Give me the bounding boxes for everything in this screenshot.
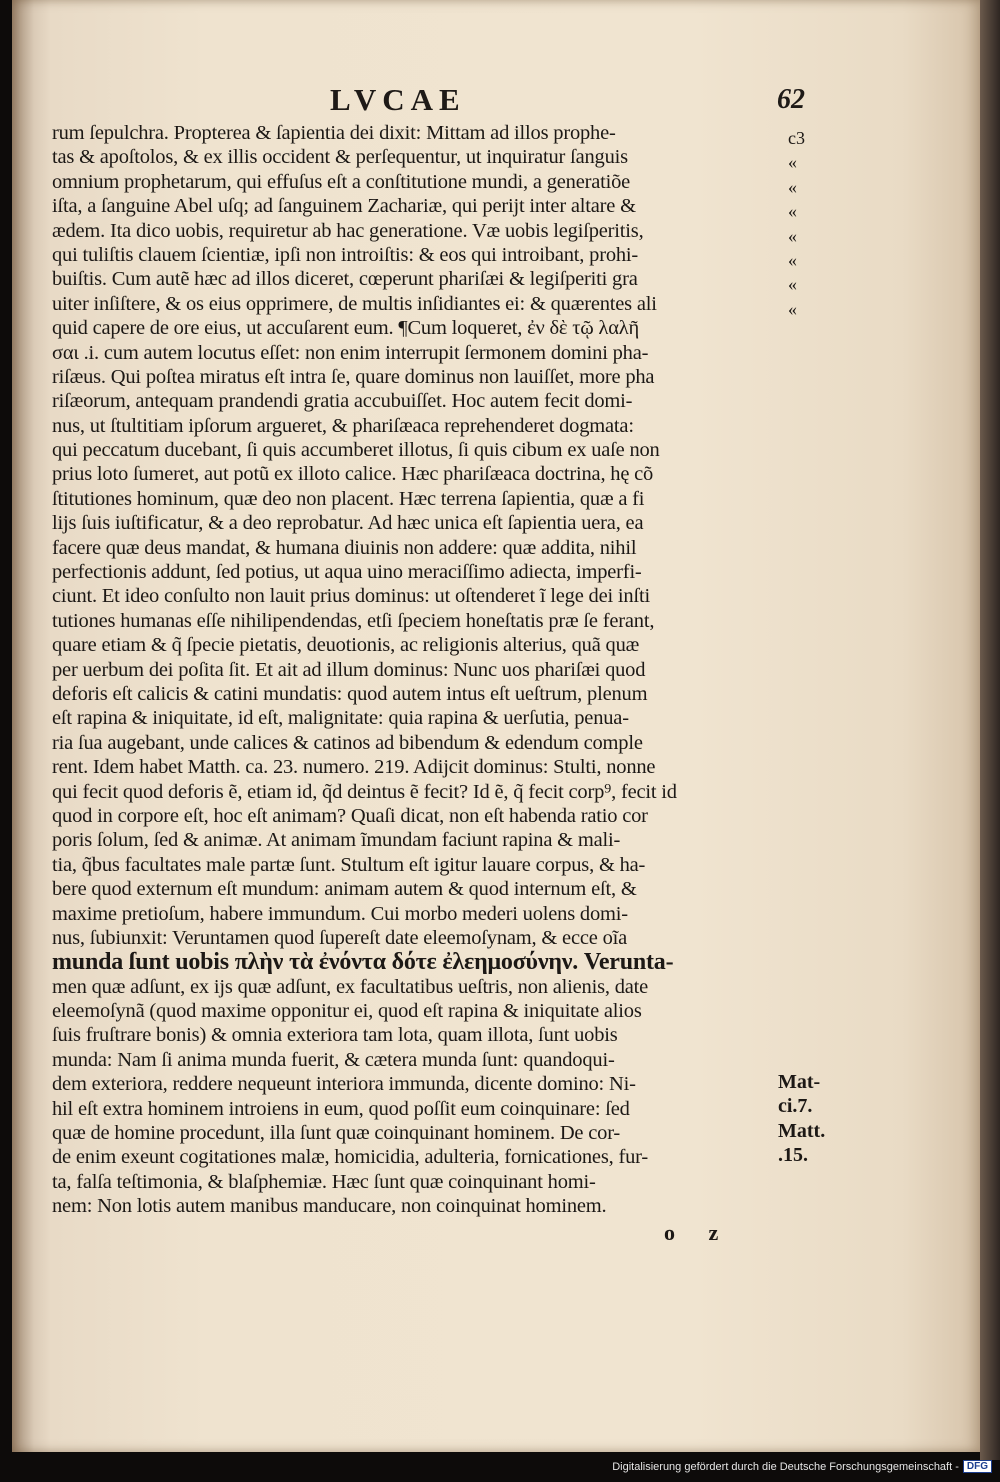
text-line: rum ſepulchra. Propterea & ſapientia dei dixit: Mittam ad illos prophe- (52, 122, 616, 144)
margin-quote-mark: « (788, 152, 797, 173)
text-line: maxime pretioſum, habere immundum. Cui morbo mederi uolens domi- (52, 902, 628, 925)
margin-quote-mark: « (788, 176, 797, 197)
page-number: 62 (777, 84, 805, 115)
text-line: lijs ſuis iuſtificatur, & a deo reprobatur. Ad hæc unica eſt ſapientia uera, ea (52, 512, 644, 535)
text-line: quod in corpore eſt, hoc eſt animam? Quaſi dicat, non eſt habenda ratio cor (52, 804, 648, 827)
text-line: nem: Non lotis autem manibus manducare, non coinquinat hominem. (52, 1195, 607, 1218)
text-line: qui fecit quod deforis ẽ, etiam id, q̃d deintus ẽ fecit? Id ẽ, q̃ fecit corp⁹, fecit id (52, 780, 677, 803)
text-line: qui tuliſtis clauem ſcientiæ, ipſi non introiſtis: & eos qui introibant, prohi- (52, 243, 639, 266)
running-head: LVCAE (330, 82, 466, 117)
text-line: deforis eſt calicis & catini mundatis: quod autem intus eſt ueſtrum, plenum (52, 682, 648, 705)
margin-quote-mark: « (788, 249, 797, 270)
text-line: tia, q̃bus facultates male partæ ſunt. Stultum eſt igitur lauare corpus, & ha- (52, 853, 646, 876)
text-line: quare etiam & q̃ ſpecie pietatis, deuotionis, ac religionis alterius, quã quæ (52, 634, 640, 657)
text-line: de enim exeunt cogitationes malæ, homicidia, adulteria, fornicationes, fur- (52, 1146, 648, 1169)
text-line: omnium prophetarum, qui effuſus eſt a conſtitutione mundi, a generatiõe (52, 170, 631, 193)
margin-quote-mark: « (788, 225, 797, 246)
body-text (52, 121, 782, 1219)
marginal-reference: ci.7. (778, 1095, 813, 1118)
text-line: rent. Idem habet Matth. ca. 23. numero. 219. Adijcit dominus: Stulti, nonne (52, 756, 656, 779)
text-line: per uerbum dei poſita ſit. Et ait ad illum dominus: Nunc uos phariſæi quod (52, 658, 646, 681)
margin-quote-mark: « (788, 298, 797, 319)
margin-quote-mark: « (788, 201, 797, 222)
text-line: riſæorum, antequam prandendi gratia accubuiſſet. Hoc autem fecit domi- (52, 390, 633, 413)
text-line-emphasis: munda ſunt uobis πλὴν τὰ ἐνόντα δότε ἐλεημοσύνην. Verunta- (52, 950, 674, 975)
text-line: σαι .i. cum autem locutus eſſet: non enim interrupit ſermonem domini pha- (52, 341, 649, 364)
book-page (12, 0, 980, 1452)
footer-credit (612, 1460, 992, 1473)
text-line: quæ de homine procedunt, illa ſunt quæ coinquinant hominem. De cor- (52, 1122, 621, 1145)
text-line: men quæ adſunt, ex ijs quæ adſunt, ex facultatibus ueſtris, non alienis, date (52, 975, 649, 998)
text-line: quid capere de ore eius, ut accuſarent eum. ¶Cum loqueret, ἐν δὲ τῷ λαλῆ (52, 317, 640, 340)
text-line: dem exteriora, reddere nequeunt interiora immunda, dicente domino: Ni- (52, 1073, 636, 1096)
text-line: ria ſua augebant, unde calices & catinos ad bibendum & edendum comple (52, 731, 643, 754)
text-line: prius loto ſumeret, aut potũ ex illoto calice. Hæc phariſæaca doctrina, hę cõ (52, 463, 654, 486)
margin-quote-mark: « (788, 274, 797, 295)
text-line: ædem. Ita dico uobis, requiretur ab hac generatione. Væ uobis legiſperitis, (52, 219, 644, 242)
text-line: buiſtis. Cum autẽ hæc ad illos diceret, cœperunt phariſæi & legiſperiti gra (52, 268, 638, 291)
text-line: eleemoſynã (quod maxime opponitur ei, quod eſt rapina & iniquitate alios (52, 1000, 642, 1023)
text-line: tutiones humanas eſſe nihilipendendas, etſi ſpeciem honeſtatis præ ſe ferant, (52, 609, 655, 632)
text-line: ta, falſa teſtimonia, & blaſphemiæ. Hæc ſunt quæ coinquinant homi- (52, 1170, 596, 1193)
text-line: tas & apoſtolos, & ex illis occident & perſequentur, ut inquiratur ſanguis (52, 146, 628, 169)
page-edge-shadow (980, 0, 1000, 1460)
text-line: nus, ut ſtultitiam ipſorum argueret, & phariſæaca reprehenderet dogmata: (52, 414, 634, 437)
text-line: iſta, a ſanguine Abel uſq; ad ſanguinem Zachariæ, qui perijt inter altare & (52, 195, 636, 218)
text-line: ſuis fruſtrare bonis) & omnia exteriora tam lota, quam illota, ſunt uobis (52, 1024, 618, 1047)
signature-mark: o z (664, 1220, 733, 1245)
marginal-references (778, 1070, 825, 1168)
text-line: perfectionis addunt, ſed potius, ut aqua uino meraciſſimo adiecta, imperfi- (52, 561, 642, 584)
marginal-reference: Matt. (778, 1119, 826, 1142)
text-line: nus, ſubiunxit: Veruntamen quod ſupereſt date eleemoſynam, & ecce oĩa (52, 926, 628, 949)
text-line: facere quæ deus mandat, & humana diuinis non addere: quæ addita, nihil (52, 536, 637, 559)
text-line: hil eſt extra hominem introiens in eum, quod poſſit eum coinquinare: ſed (52, 1097, 630, 1120)
text-line: eſt rapina & iniquitate, id eſt, malignitate: quia rapina & uerſutia, penua- (52, 707, 629, 730)
text-line: ciunt. Et ideo conſulto non lauit prius dominus: ut oſtenderet ĩ lege dei inſti (52, 585, 650, 608)
text-line: ſtitutiones hominum, quæ deo non placent. Hæc terrena ſapientia, quæ a fi (52, 487, 645, 510)
text-line: uiter inſiſtere, & os eius opprimere, de multis inſidiantes ei: & quærentes ali (52, 292, 657, 315)
dfg-logo: DFG (963, 1460, 992, 1473)
marginal-reference: Mat- (778, 1071, 821, 1093)
text-line: qui peccatum ducebant, ſi quis accumberet illotus, ſi quis cibum ex uaſe non (52, 439, 660, 462)
footer-text: Digitalisierung gefördert durch die Deutsche Forschungsgemeinschaft - (612, 1460, 959, 1473)
text-line: bere quod externum eſt mundum: animam autem & quod internum eſt, & (52, 878, 637, 901)
marginal-reference: .15. (778, 1144, 808, 1167)
text-line: riſæus. Qui poſtea miratus eſt intra ſe, quare dominus non lauiſſet, more pha (52, 365, 655, 388)
margin-quote-mark: c3 (788, 128, 805, 148)
text-line: poris ſolum, ſed & animæ. At animam ĩmundam faciunt rapina & mali- (52, 829, 621, 852)
text-line: munda: Nam ſi anima munda fuerit, & cætera munda ſunt: quandoqui- (52, 1048, 615, 1071)
margin-quote-marks (788, 126, 818, 321)
